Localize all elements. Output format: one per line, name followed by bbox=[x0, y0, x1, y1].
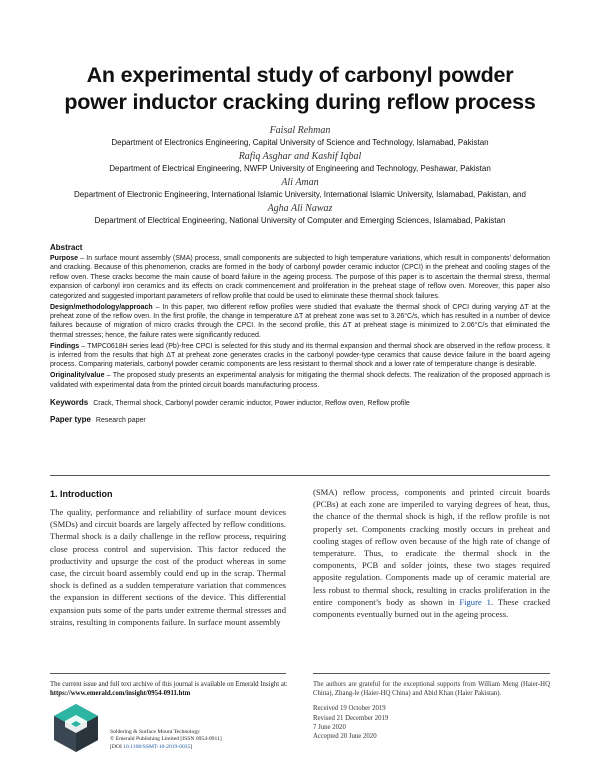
author-affiliation: Department of Electrical Engineering, National University of Computer and Emerging Sciences, Islamabad, Pakistan bbox=[94, 216, 506, 225]
title-line-1: An experimental study of carbonyl powder bbox=[86, 63, 514, 87]
keywords-line bbox=[50, 398, 550, 409]
keywords-text: Crack, Thermal shock, Carbonyl powder ceramic inductor, Power inductor, Reflow oven, Reflow profile bbox=[93, 400, 410, 408]
abstract-originality bbox=[50, 371, 550, 390]
accepted-date: Accepted 20 June 2020 bbox=[313, 733, 377, 741]
footer-divider-right bbox=[313, 673, 550, 674]
archive-text: The current issue and full text archive of this journal is available on Emerald Insight at: bbox=[50, 681, 288, 688]
journal-name: Soldering & Surface Mount Technology bbox=[110, 729, 200, 735]
abstract-heading: Abstract bbox=[50, 243, 83, 252]
paper-title bbox=[30, 62, 570, 116]
abstract-findings bbox=[50, 342, 550, 370]
revised-date-2: 7 June 2020 bbox=[313, 723, 346, 731]
design-label: Design/methodology/approach bbox=[50, 303, 153, 311]
intro-left-text: The quality, performance and reliability of surface mount devices (SMDs) and circuit boards are largely affected by reflow conditions. Thermal shock is a daily challenge in the reflow process, requiring close process control and supervision. This factor reduced the productivity and upsurge the cost of the product whereas in some case, the circuit board assembly could end up in the scrap. Thermal shock is defined as a sudden temperature variation that commences the expansion in different sections of the device. This differential expansion puts some of the parts under extreme thermal stresses and strains, resulting in components failure. In surface mount assembly bbox=[50, 507, 286, 627]
paper-type-text: Research paper bbox=[95, 417, 146, 425]
intro-left-column bbox=[50, 488, 286, 628]
copyright-line: © Emerald Publishing Limited [ISSN 0954-0911] bbox=[110, 736, 222, 743]
keywords-label: Keywords bbox=[50, 398, 89, 408]
purpose-label: Purpose bbox=[50, 255, 79, 262]
figure-1-link[interactable]: Figure 1 bbox=[459, 596, 491, 607]
section-divider bbox=[50, 475, 550, 476]
purpose-text: – In surface mount assembly (SMA) process, small components are subjected to high temperature variations, which result in components’ deformation and cracking. Because of this phenomenon, cracks are formed in the body of carbonyl powder ceramic inductor (CPCI) in the preheat and cooling stages of the reflow oven. These cracks become the main cause of board failure in the ageing process. The purpose of this paper is to ascertain the thermal stress, thermal expansion of carbonyl iron ceramics and its effects on crack commencement and proliferation in the preheat stage of reflow oven. Moreover, this paper also categorized and suggested important parameters of reflow profile that could be used to eliminate these thermal shock failures. bbox=[50, 255, 550, 300]
findings-text: – TMPC0618H series lead (Pb)-free CPCI is selected for this study and its thermal expansion and thermal shock are observed in the reflow process. It is inferred from the results that high ΔT at preheat zone generates cracks in the carbonyl powder-type ceramics that cause device failure in the board ageing process. Comparing materials, carbonyl powder ceramic components are less resistant to thermal shock and a lower rate of temperature change is desirable. bbox=[50, 342, 550, 369]
publication-info bbox=[110, 729, 310, 751]
intro-right-text: (SMA) reflow process, components and printed circuit boards (PCBs) at each zone are imperiled to varying degrees of heat, thus, the chance of the thermal shock is high, if the reflow profile is not properly set. Components cracking mostly occurs in preheat and cooling stages of reflow oven because of the high rate of change of temperature. Thus, to eradicate the thermal shock in the components, PCB and solder joints, these two stages required apposite regulation. Components made up of ceramic material are less robust to thermal shock, resulting in cracks proliferation in the entire component’s body as shown in bbox=[313, 487, 550, 607]
title-line-2: power inductor cracking during reflow process bbox=[64, 90, 536, 114]
author-name: Ali Aman bbox=[281, 177, 319, 188]
footer-divider-left bbox=[50, 673, 286, 674]
doi-suffix: ] bbox=[190, 743, 193, 750]
intro-right-text-end: . These cracked components eventually burned out in the ageing process. bbox=[313, 596, 551, 620]
originality-text: – The proposed study presents an experimental analysis for mitigating the thermal shock defects. The realization of the proposed approach is validated with experimental data from the printed circuit boards manufacturing process. bbox=[50, 372, 550, 389]
archive-url-link[interactable]: https://www.emerald.com/insight/0954-0911.htm bbox=[50, 690, 191, 697]
abstract-section bbox=[50, 242, 550, 426]
abstract-design bbox=[50, 303, 550, 341]
intro-right-paragraph bbox=[313, 486, 550, 620]
author-name: Faisal Rehman bbox=[269, 125, 331, 136]
publication-dates bbox=[313, 704, 550, 741]
intro-heading: 1. Introduction bbox=[50, 489, 113, 499]
doi-prefix: [DOI bbox=[110, 743, 124, 750]
author-affiliation: Department of Electrical Engineering, NWFP University of Engineering and Technology, Peshawar, Pakistan bbox=[109, 164, 491, 173]
design-text: – In this paper, two different reflow profiles were studied that evaluate the thermal shock of CPCI during varying ΔT at the preheat zone of the reflow oven. In the first profile, the change in temperature ΔT at preheat zone was set to 3.26°C/s, which has resulted in a number of device failures because of migration of micro cracks through the CPCI. In the second profile, this ΔT at preheat stage is minimized to 2.06°C/s that eliminated the thermal stresses; hence, the failure rates were significantly reduced. bbox=[50, 303, 550, 339]
emerald-logo-icon bbox=[50, 702, 102, 754]
journal-archive-note bbox=[50, 680, 290, 698]
author-name: Agha Ali Nawaz bbox=[267, 203, 333, 214]
intro-right-column bbox=[313, 486, 550, 620]
acknowledgement-text: The authors are grateful for the exceptional supports from William Meng (Haier-HQ China), Zhang-le (Haier-HQ China) and Abid Khan (Haier Pakistan). bbox=[313, 681, 550, 698]
paper-type-line bbox=[50, 415, 550, 426]
author-name: Rafiq Asghar and Kashif Iqbal bbox=[238, 151, 362, 162]
revised-date-1: Revised 21 December 2019 bbox=[313, 714, 389, 722]
originality-label: Originality/value bbox=[50, 372, 105, 380]
doi-line bbox=[110, 744, 310, 751]
author-affiliation: Department of Electronic Engineering, International Islamic University, International Islamic University, Islamabad, Pakistan, and bbox=[74, 190, 526, 199]
received-date: Received 19 October 2019 bbox=[313, 705, 386, 713]
acknowledgement-block bbox=[313, 680, 550, 741]
author-block bbox=[30, 124, 570, 228]
findings-label: Findings bbox=[50, 342, 80, 350]
author-affiliation: Department of Electronics Engineering, Capital University of Science and Technology, Islamabad, Pakistan bbox=[111, 138, 489, 147]
paper-type-label: Paper type bbox=[50, 415, 91, 425]
abstract-purpose bbox=[50, 254, 550, 301]
doi-link[interactable]: 10.1108/SSMT-10-2019-0035 bbox=[123, 743, 191, 750]
